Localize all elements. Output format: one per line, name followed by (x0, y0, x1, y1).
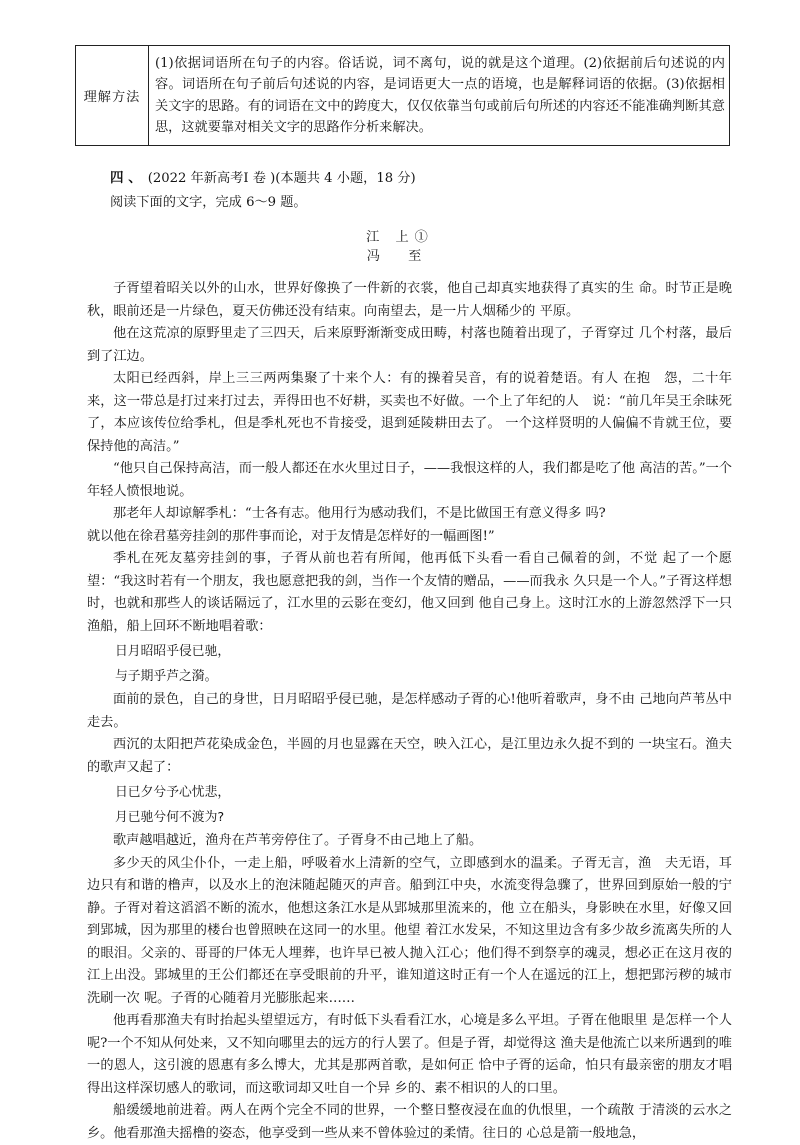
question-number: 四 、 (110, 170, 142, 186)
paragraph: 那老年人却谅解季札：“士各有志。他用行为感动我们，不是比做国王有意义得多 吗? (113, 506, 606, 521)
method-table (75, 45, 730, 146)
story-author: 冯 至 (366, 249, 434, 264)
song-line: 与子期乎芦之漪。 (115, 668, 218, 684)
paragraph: 西沉的太阳把芦花染成金色，半圆的月也显露在天空，映入江心，是江里边永久捉不到的 一块宝石。渔夫的歌声又起了： (87, 737, 732, 775)
paragraph: 子胥望着昭关以外的山水，世界好像换了一件新的衣裳，他自己却真实地获得了真实的生 命。时节正是晚秋，眼前还是一片绿色，夏天仿佛还没有结束。向南望去，是一片人烟稀少的 平原。 (87, 281, 732, 319)
paragraph: 歌声越唱越近，渔舟在芦苇旁停住了。子胥身不由己地上了船。 (113, 833, 483, 848)
paragraph: 太阳已经西斜，岸上三三两两集聚了十来个人：有的操着吴音，有的说着楚语。有人 在抱 怨，二十年来，这一带总是打过来打过去，弄得田也不好耕，买卖也不好做。一个上了年纪的人 说：“前几年吴王余昧死了，本应该传位给季札，但是季札死也不肯接受，退到延陵耕田去了。 一个这样贤明的人偏偏不肯就王位，要保持他的高洁。” (87, 371, 732, 454)
paragraph: 他再看那渔夫有时抬起头望望远方，有时低下头看看江水，心境是多么平坦。子胥在他眼里 是怎样一个人呢?一个不知从何处来，又不知向哪里去的远方的行人罢了。但是子胥，却觉得这 渔夫是他流亡以来所遇到的唯一的恩人，这引渡的恩惠有多么博大，尤其是那两首歌，是如何正 恰中子胥的运命，怕只有最亲密的朋友才唱得出这样深切感人的歌词，而这歌词却又吐自一个异 乡的、素不相识的人的口里。 (87, 1013, 732, 1096)
paragraph: 面前的景色，自己的身世，日月昭昭乎侵已驰，是怎样感动子胥的心!他听着歌声，身不由 己地向芦苇丛中走去。 (87, 692, 732, 730)
song-line: 日月昭昭乎侵已驰， (115, 644, 231, 659)
paragraph: “他只自己保持高洁，而一般人都还在水火里过日子，——我恨这样的人，我们都是吃了他 高洁的苦。”一个年轻人愤恨地说。 (87, 461, 732, 499)
method-table-row (76, 46, 730, 146)
question-header (110, 168, 416, 189)
question-instruction: 阅读下面的文字，完成 6～9 题。 (110, 195, 307, 210)
paragraph: 就以他在徐君墓旁挂剑的那件事而论，对于友情是怎样好的一幅画图!” (87, 528, 495, 544)
method-label: 理解方法 (76, 46, 149, 146)
paragraph: 他在这荒凉的原野里走了三四天，后来原野渐渐变成田畴，村落也随着出现了，子胥穿过 几个村落，最后到了江边。 (87, 326, 732, 364)
song-line: 月已驰兮何不渡为? (115, 809, 225, 825)
paragraph: 季札在死友墓旁挂剑的事，子胥从前也若有所闻，他再低下头看一看自己佩着的剑，不觉 起了一个愿望：“我这时若有一个朋友，我也愿意把我的剑，当作一个友情的赠品，——而我永 久只是一个人。”子胥这样想时，也就和那些人的谈话隔远了，江水里的云影在变幻，他又回到 他自己身上。这时江水的上游忽然浮下一只渔船，船上回环不断地唱着歌： (87, 551, 732, 634)
song-line: 日已夕兮予心忧悲， (115, 785, 231, 800)
method-content: (1)依据词语所在句子的内容。俗话说，词不离句，说的就是这个道理。(2)依据前后句述说的内容。词语所在句子前后句述说的内容，是词语更大一点的语境，也是解释词语的依据。(3)依据相关文字的思路。有的词语在文中的跨度大，仅仅依靠当句或前后句所述的内容还不能准确判断其意思，这就要靠对相关文字的思路作分析来解决。 (149, 46, 730, 146)
story-body (87, 278, 732, 1145)
question-source: (2022 年新高考Ⅰ 卷 )(本题共 4 小题，18 分) (147, 171, 416, 186)
paragraph: 船缓缓地前进着。两人在两个完全不同的世界，一个整日整夜浸在血的仇恨里，一个疏散 于清淡的云水之乡。他看那渔夫摇橹的姿态，他享受到一些从来不曾体验过的柔情。往日的 心总是箭一般地急， (87, 1103, 732, 1141)
paragraph: 多少天的风尘仆仆，一走上船，呼吸着水上清新的空气，立即感到水的温柔。子胥无言，渔 夫无语，耳边只有和谐的橹声，以及水上的泡沫随起随灭的声音。船到江中央，水流变得急骤了，世界回到原始一般的宁静。子胥对着这滔滔不断的流水，他想这条江水是从郢城那里流来的，他 立在船头，身影映在水里，好像又回到郢城，因为那里的楼台也曾照映在这同一的水里。他望 着江水发呆，不知这里边含有多少故乡流离失所的人的眼泪。父亲的、哥哥的尸体无人埋葬，也许早已被人抛入江心；他们得不到祭享的魂灵，想必正在这月夜的江上出没。郢城里的王公们都还在享受眼前的升平，谁知道这时正有一个人在遥远的江上，想把郢污秽的城市洗刷一次 呢。子胥的心随着月光膨胀起来…… (87, 855, 732, 1006)
story-title: 江 上① (366, 230, 434, 245)
